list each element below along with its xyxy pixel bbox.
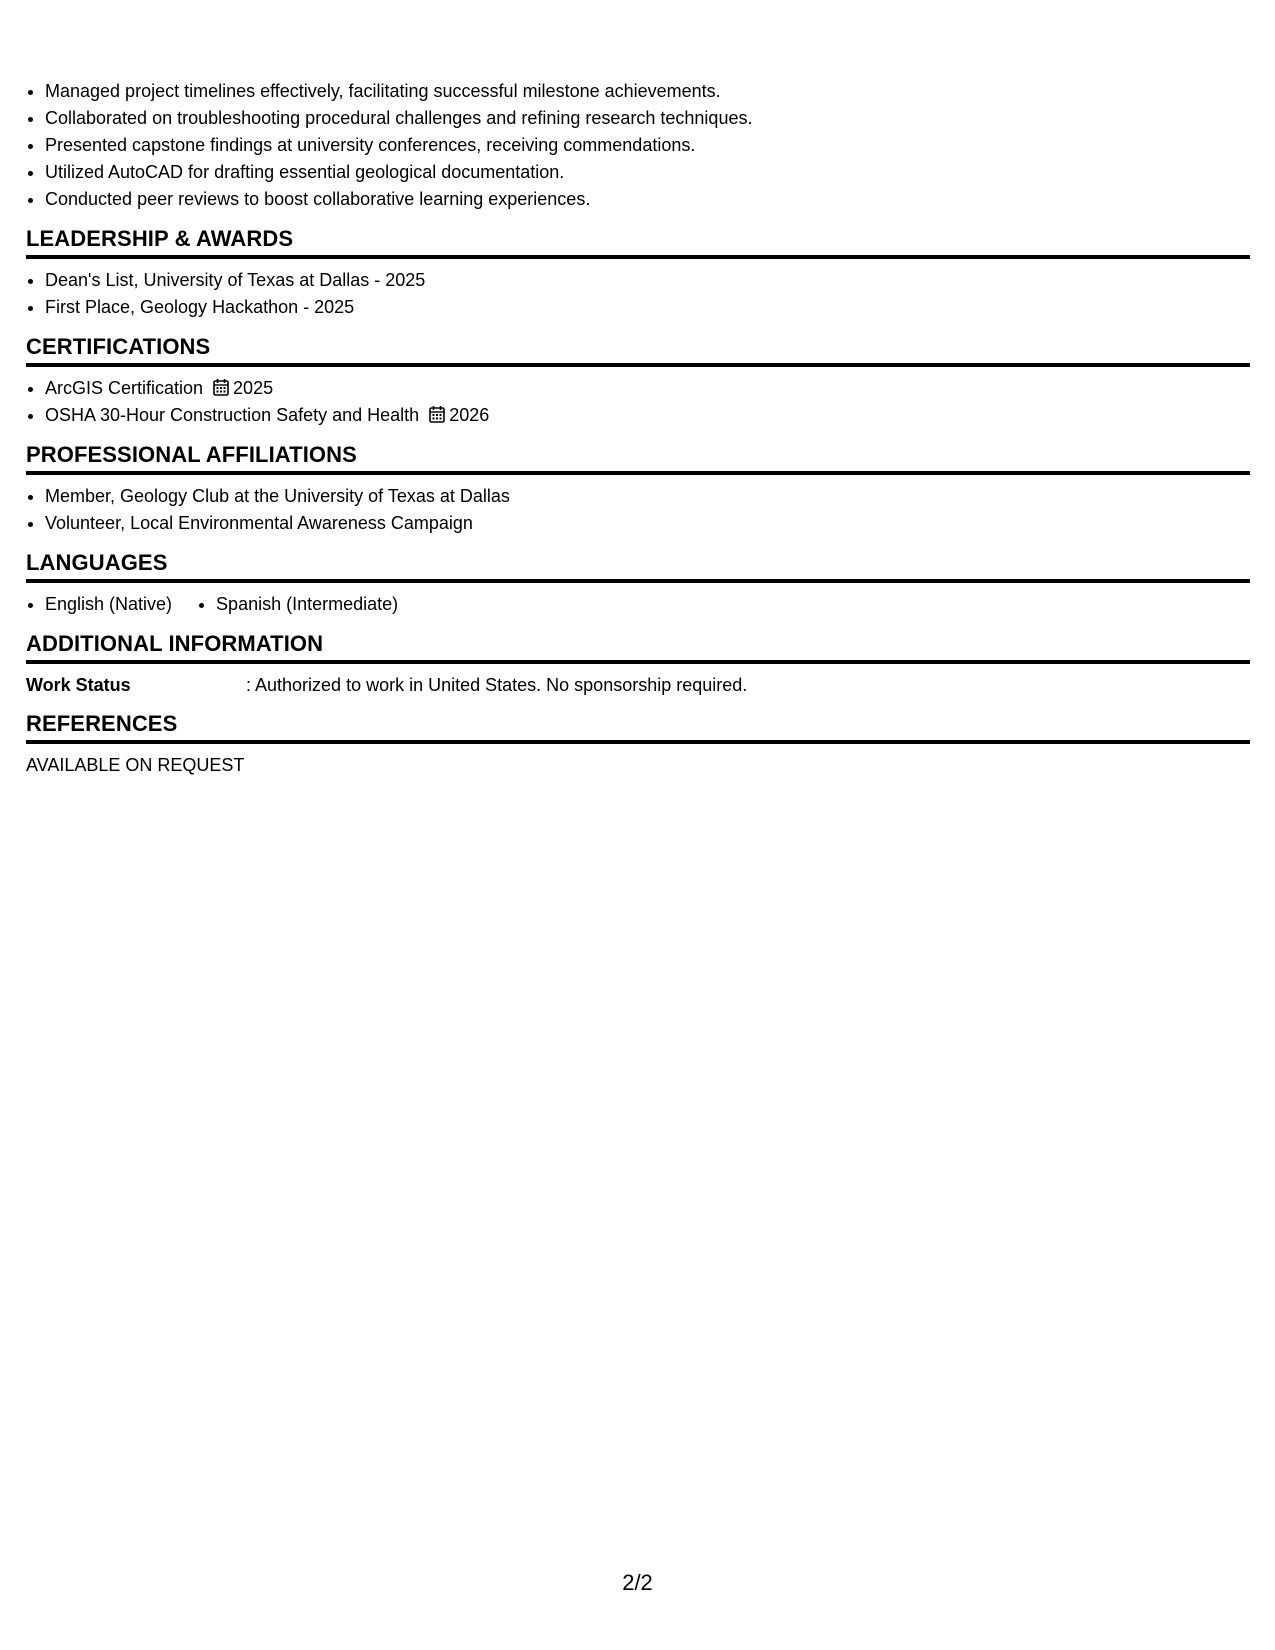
affiliations-section-title: PROFESSIONAL AFFILIATIONS (26, 441, 1250, 475)
page-number: 2/2 (622, 1570, 653, 1595)
references-section (26, 710, 1250, 778)
leadership-item: • Dean's List, University of Texas at Dallas - 2025 (45, 267, 1250, 294)
certifications-section (26, 333, 1250, 429)
experience-bullet: • Presented capstone findings at university conferences, receiving commendations. (45, 132, 1250, 159)
references-text: AVAILABLE ON REQUEST (26, 755, 245, 775)
resume-page (26, 78, 1250, 778)
experience-bullet: • Conducted peer reviews to boost collaborative learning experiences. (45, 186, 1250, 213)
certification-item (45, 375, 1250, 402)
certification-name: ArcGIS Certification (45, 378, 204, 398)
references-section-title: REFERENCES (26, 710, 1250, 744)
affiliation-item: • Volunteer, Local Environmental Awareness Campaign (45, 510, 1250, 537)
calendar-icon (213, 378, 229, 396)
work-status-label: Work Status (26, 675, 131, 695)
leadership-item: • First Place, Geology Hackathon - 2025 (45, 294, 1250, 321)
languages-list (26, 591, 1250, 618)
experience-bullet-list (26, 78, 1250, 213)
language-item: • Spanish (Intermediate) (216, 591, 398, 618)
language-item: • English (Native) (45, 591, 172, 618)
certification-year: 2025 (233, 378, 274, 398)
certification-item (45, 402, 1250, 429)
leadership-section-title: LEADERSHIP & AWARDS (26, 225, 1250, 259)
leadership-section (26, 225, 1250, 321)
affiliations-section (26, 441, 1250, 537)
affiliations-list (26, 483, 1250, 537)
additional-info-section (26, 630, 1250, 698)
certification-name: OSHA 30-Hour Construction Safety and Health (45, 405, 420, 425)
certification-year: 2026 (449, 405, 490, 425)
experience-bullet: • Utilized AutoCAD for drafting essential geological documentation. (45, 159, 1250, 186)
leadership-list (26, 267, 1250, 321)
affiliation-item: • Member, Geology Club at the University of Texas at Dallas (45, 483, 1250, 510)
calendar-icon (429, 405, 445, 423)
work-status-row (26, 672, 1250, 698)
additional-info-section-title: ADDITIONAL INFORMATION (26, 630, 1250, 664)
languages-section-title: LANGUAGES (26, 549, 1250, 583)
certifications-section-title: CERTIFICATIONS (26, 333, 1250, 367)
experience-bullet: • Collaborated on troubleshooting procedural challenges and refining research techniques. (45, 105, 1250, 132)
certifications-list (26, 375, 1250, 429)
languages-section (26, 549, 1250, 618)
work-status-value: : Authorized to work in United States. No sponsorship required. (246, 675, 748, 695)
experience-bullet: • Managed project timelines effectively, facilitating successful milestone achievements. (45, 78, 1250, 105)
